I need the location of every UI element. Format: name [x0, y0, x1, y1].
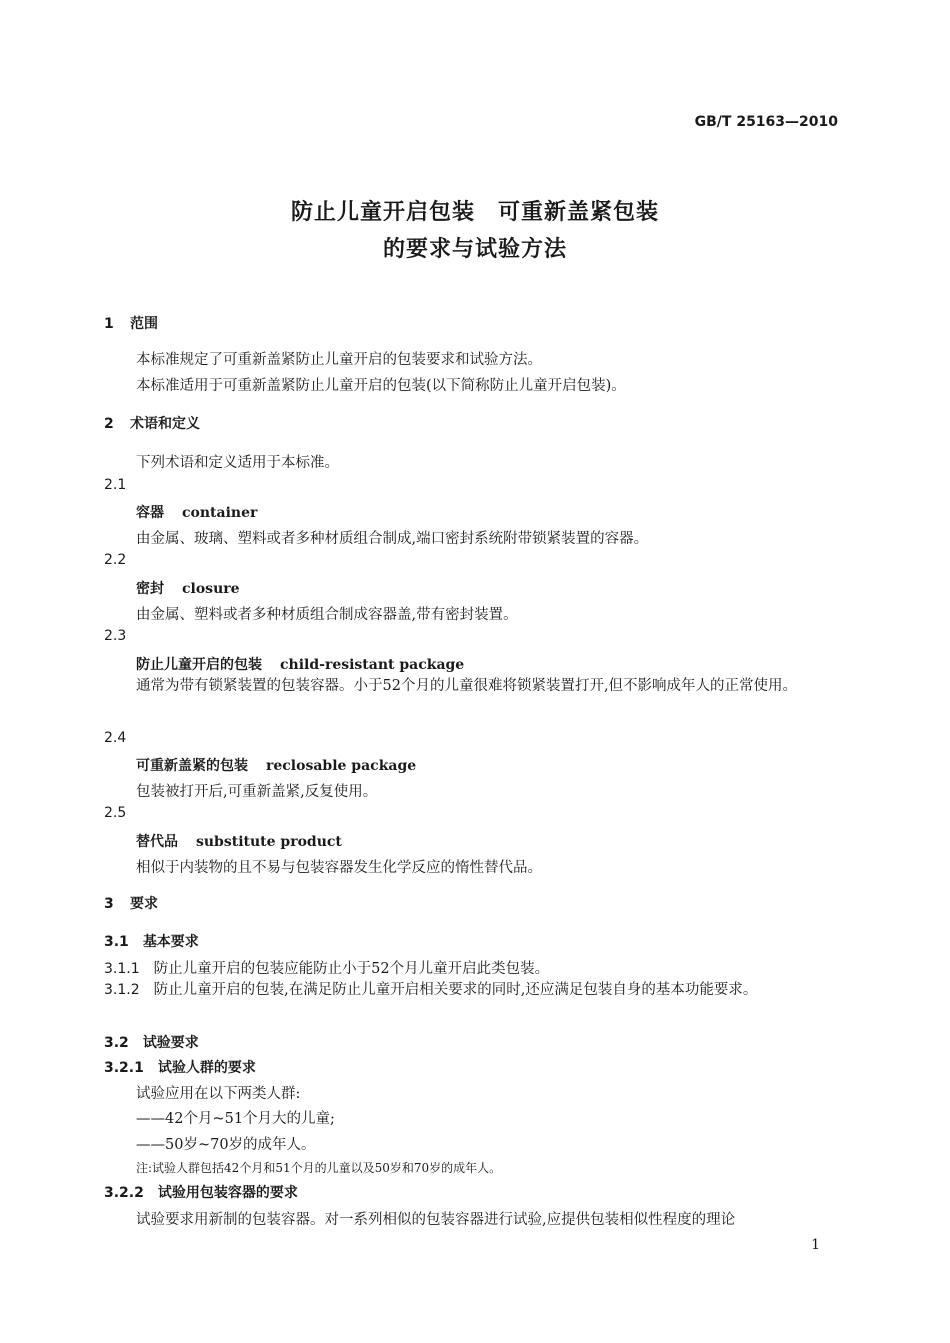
subsection-3-1-heading: [104, 931, 199, 951]
subsection-number: 3.2.2: [104, 1185, 144, 1201]
page-number: 1: [811, 1237, 820, 1253]
term-heading: [136, 654, 464, 674]
section-number: 1: [104, 316, 114, 332]
clause-3-1-2: [104, 977, 836, 1003]
subsection-title: 试验人群的要求: [157, 1060, 256, 1076]
term-number: 2.5: [104, 805, 127, 821]
subsection-title: 试验用包装容器的要求: [157, 1185, 298, 1201]
term-number: 2.2: [104, 552, 127, 568]
clause-text: 防止儿童开启的包装应能防止小于52个月儿童开启此类包装。: [153, 961, 550, 977]
list-item: ——50岁~70岁的成年人。: [136, 1137, 316, 1153]
section1-heading: [104, 313, 158, 333]
term-definition: 由金属、玻璃、塑料或者多种材质组合制成,端口密封系统附带锁紧装置的容器。: [136, 531, 649, 547]
term-en: closure: [182, 581, 240, 597]
clause-3-2-1-intro: 试验应用在以下两类人群:: [136, 1086, 301, 1102]
section2-heading: [104, 413, 200, 433]
term-heading: [136, 502, 257, 522]
section3-heading: [104, 893, 158, 913]
term-heading: [136, 755, 416, 775]
document-title-line2: 的要求与试验方法: [382, 237, 567, 262]
subsection-number: 3.1: [104, 934, 129, 950]
list-item: ——42个月~51个月大的儿童;: [136, 1111, 335, 1127]
term-en: child-resistant package: [280, 657, 465, 673]
section-number: 2: [104, 416, 114, 432]
term-heading: [136, 578, 240, 598]
term-cn: 密封: [136, 581, 164, 597]
clause-text: 防止儿童开启的包装,在满足防止儿童开启相关要求的同时,还应满足包装自身的基本功能要求。: [153, 982, 758, 998]
subsection-3-2-heading: [104, 1032, 199, 1052]
subsection-title: 试验要求: [142, 1035, 199, 1051]
document-title-line1: 防止儿童开启包装 可重新盖紧包装: [290, 200, 659, 225]
clause-number: 3.1.1: [104, 961, 140, 977]
subsection-title: 基本要求: [142, 934, 199, 950]
term-heading: [136, 831, 342, 851]
note: 注:试验人群包括42个月和51个月的儿童以及50岁和70岁的成年人。: [136, 1161, 502, 1175]
term-definition: 通常为带有锁紧装置的包装容器。小于52个月的儿童很难将锁紧装置打开,但不影响成年人的正常使用。: [136, 678, 798, 694]
section1-paragraph2: 本标准适用于可重新盖紧防止儿童开启的包装(以下简称防止儿童开启包装)。: [136, 378, 626, 394]
term-cn: 防止儿童开启的包装: [136, 657, 262, 673]
clause-3-2-2-text: 试验要求用新制的包装容器。对一系列相似的包装容器进行试验,应提供包装相似性程度的理论: [136, 1212, 736, 1228]
term-definition: 由金属、塑料或者多种材质组合制成容器盖,带有密封装置。: [136, 607, 518, 623]
term-number: 2.1: [104, 477, 127, 493]
term-cn: 替代品: [136, 834, 178, 850]
section-title: 范围: [130, 316, 158, 332]
term-number: 2.3: [104, 628, 127, 644]
section1-paragraph1: 本标准规定了可重新盖紧防止儿童开启的包装要求和试验方法。: [136, 352, 542, 368]
section2-intro: 下列术语和定义适用于本标准。: [136, 455, 339, 471]
clause-3-1-1: [104, 957, 549, 978]
subsection-number: 3.2: [104, 1035, 129, 1051]
section-title: 术语和定义: [130, 416, 200, 432]
subsection-number: 3.2.1: [104, 1060, 144, 1076]
term-en: reclosable package: [266, 758, 417, 774]
section-number: 3: [104, 896, 114, 912]
subsection-3-2-1-heading: [104, 1057, 256, 1077]
term-definition: 相似于内装物的且不易与包装容器发生化学反应的惰性替代品。: [136, 860, 542, 876]
term-cn: 可重新盖紧的包装: [136, 758, 248, 774]
standard-code: GB/T 25163—2010: [694, 114, 838, 130]
term-en: substitute product: [196, 834, 342, 850]
term-cn: 容器: [136, 505, 164, 521]
term-en: container: [182, 505, 258, 521]
section-title: 要求: [130, 896, 158, 912]
term-definition: 包装被打开后,可重新盖紧,反复使用。: [136, 784, 378, 800]
subsection-3-2-2-heading: [104, 1182, 298, 1202]
term-number: 2.4: [104, 730, 127, 746]
clause-number: 3.1.2: [104, 982, 140, 998]
